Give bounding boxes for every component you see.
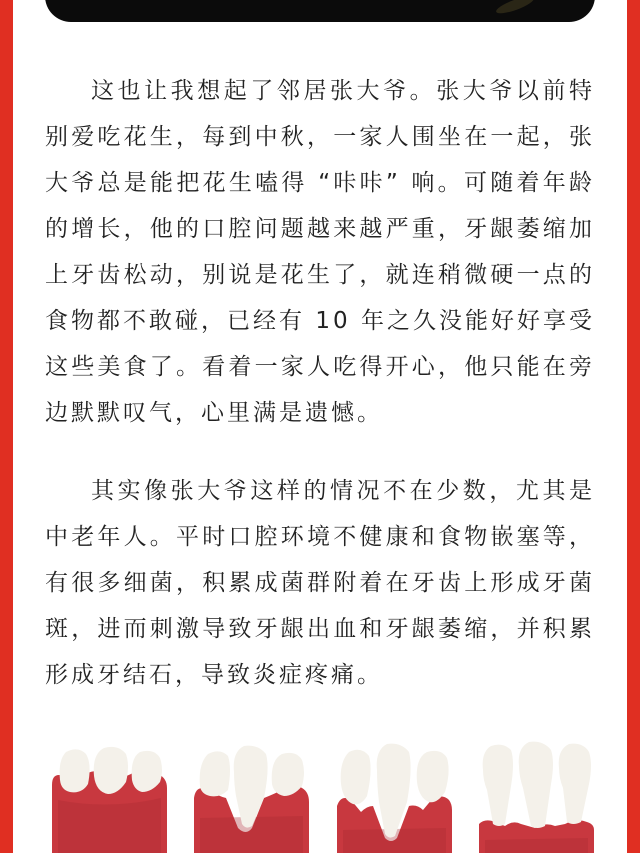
article-paragraph: 其实像张大爷这样的情况不在少数，尤其是中老年人。平时口腔环境不健康和食物嵌塞等，有很多细菌，积累成菌群附着在牙齿上形成牙菌斑，进而刺激导致牙龈出血和牙龈萎缩，并积累形成牙结石，导致炎症疼痛。 <box>45 478 595 688</box>
gum-recession-mild-icon <box>190 740 313 853</box>
article-body <box>45 68 595 698</box>
top-image-banner <box>45 0 595 22</box>
article-paragraph: 这也让我想起了邻居张大爷。张大爷以前特别爱吃花生，每到中秋，一家人围坐在一起，张大爷总是能把花生嗑得 “咔咔” 响。可随着年龄的增长，他的口腔问题越来越严重，牙龈萎缩加上牙齿松动，别说是花生了，就连稍微硬一点的食物都不敢碰，已经有 10 年之久没能好好享受这些美食了。看着一家人吃得开心，他只能在旁边默默叹气，心里满是遗憾。 <box>45 78 595 426</box>
right-red-border <box>627 0 640 853</box>
gum-recession-moderate-icon <box>333 740 456 853</box>
gum-recession-severe-icon <box>475 740 598 853</box>
left-red-border <box>0 0 13 853</box>
gum-recession-illustration <box>48 740 596 853</box>
healthy-teeth-icon <box>48 740 171 853</box>
leaf-decoration <box>494 0 535 17</box>
